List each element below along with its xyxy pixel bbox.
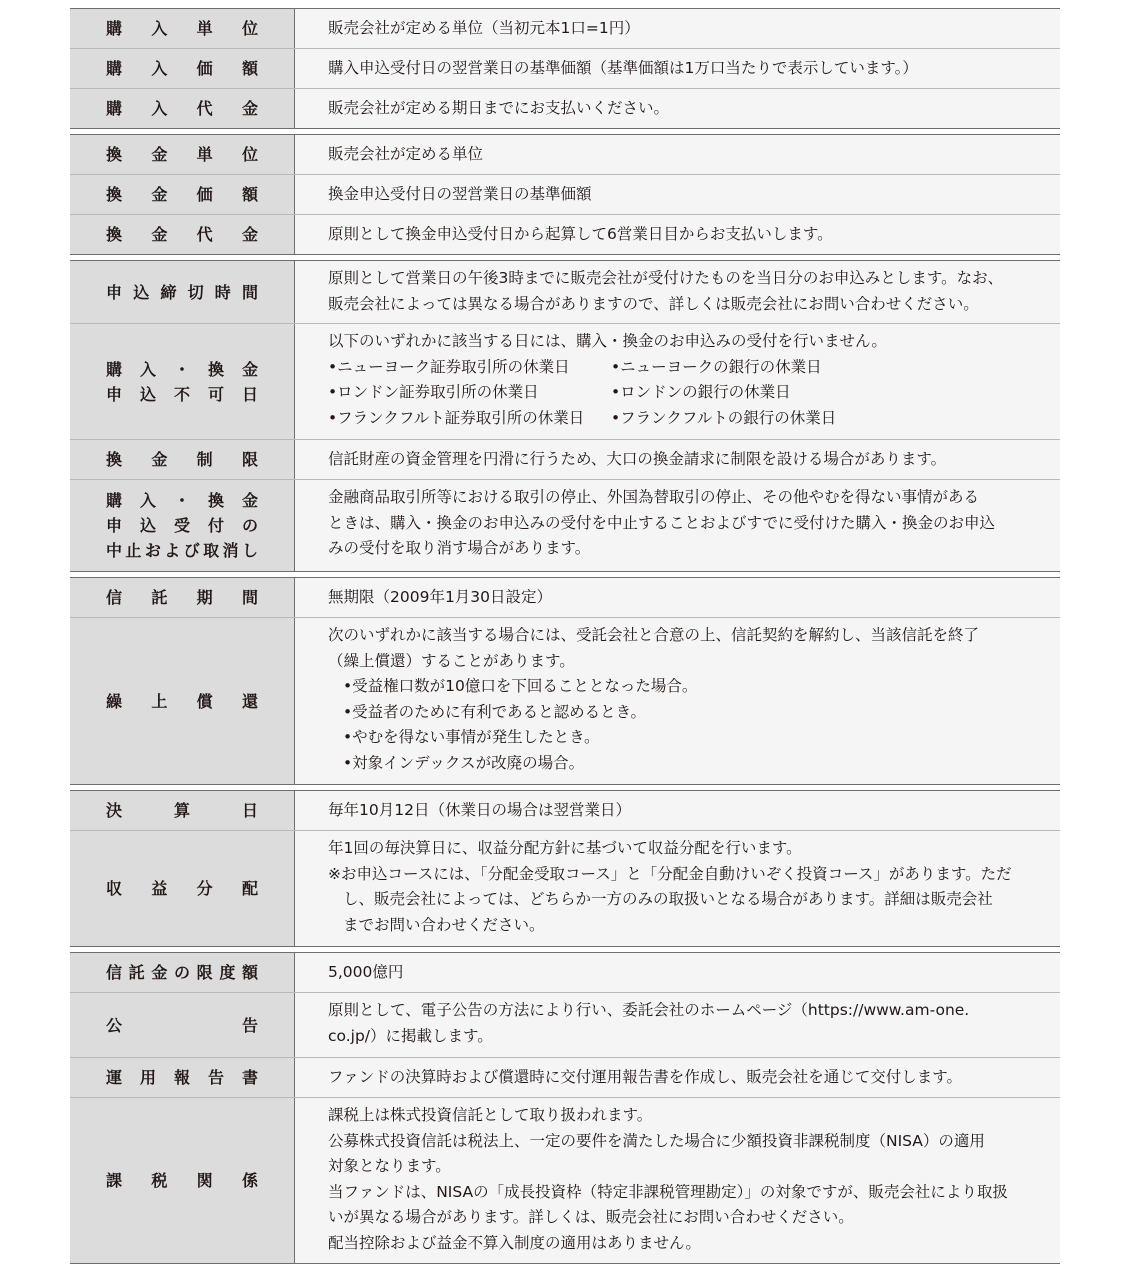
content-text: 信託財産の資金管理を円滑に行うため、大口の換金請求に制限を設ける場合があります。 bbox=[328, 450, 947, 468]
table-row bbox=[70, 215, 1060, 254]
row-label bbox=[70, 578, 295, 617]
row-label bbox=[70, 791, 295, 830]
row-label bbox=[70, 9, 295, 48]
table-row bbox=[70, 135, 1060, 175]
label-text: 中止および取消し bbox=[106, 541, 258, 560]
content-text: ファンドの決算時および償還時に交付運用報告書を作成し、販売会社を通じて交付します。 bbox=[328, 1068, 962, 1086]
content-text: 換金申込受付日の翌営業日の基準価額 bbox=[328, 185, 592, 203]
row-content bbox=[295, 440, 1060, 479]
application-section bbox=[70, 260, 1060, 572]
row-label bbox=[70, 993, 295, 1057]
redemption-section bbox=[70, 134, 1060, 255]
content-text: 以下のいずれかに該当する日には、購入・換金のお申込みの受付を行いません。 bbox=[328, 332, 887, 350]
label-text: 換 金 制 限 bbox=[106, 450, 258, 469]
list-item: •ニューヨーク証券取引所の休業日 bbox=[328, 357, 570, 376]
label-text: 購 入 単 位 bbox=[106, 19, 258, 38]
label-text: 換 金 単 位 bbox=[106, 145, 258, 164]
content-text: 課税上は株式投資信託として取り扱われます。 bbox=[328, 1106, 653, 1124]
content-text: 公募株式投資信託は税法上、一定の要件を満たした場合に少額投資非課税制度（NISA）の適用 bbox=[328, 1131, 985, 1150]
row-content bbox=[295, 175, 1060, 214]
table-row bbox=[70, 324, 1060, 440]
general-section bbox=[70, 952, 1060, 1264]
row-content bbox=[295, 261, 1060, 323]
content-text: co.jp/）に掲載します。 bbox=[328, 1026, 493, 1045]
label-text: 申込締切時間 bbox=[106, 282, 258, 302]
content-text: 対象となります。 bbox=[328, 1157, 451, 1175]
content-text: 販売会社によっては異なる場合がありますので、詳しくは販売会社にお問い合わせください。 bbox=[328, 294, 979, 313]
row-content bbox=[295, 49, 1060, 88]
content-text: 年1回の毎決算日に、収益分配方針に基づいて収益分配を行います。 bbox=[328, 839, 802, 857]
label-text: 課 税 関 係 bbox=[106, 1171, 258, 1190]
row-content bbox=[295, 953, 1060, 992]
table-row bbox=[70, 9, 1060, 49]
label-text: 繰 上 償 還 bbox=[106, 691, 258, 711]
trust-term-section bbox=[70, 577, 1060, 785]
purchase-section bbox=[70, 8, 1060, 129]
row-content bbox=[295, 993, 1060, 1057]
content-text: 5,000億円 bbox=[328, 963, 404, 981]
row-content bbox=[295, 480, 1060, 571]
content-text: 毎年10月12日（休業日の場合は翌営業日） bbox=[328, 801, 631, 819]
row-label bbox=[70, 440, 295, 479]
content-text: し、販売会社によっては、どちらか一方のみの取扱いとなる場合があります。詳細は販売会社 bbox=[343, 890, 993, 908]
table-row bbox=[70, 791, 1060, 831]
holiday-pair bbox=[328, 406, 1040, 432]
table-row bbox=[70, 49, 1060, 89]
row-label bbox=[70, 135, 295, 174]
table-row bbox=[70, 831, 1060, 946]
table-row bbox=[70, 480, 1060, 571]
row-content bbox=[295, 578, 1060, 617]
row-label bbox=[70, 324, 295, 439]
label-text: 収 益 分 配 bbox=[106, 879, 258, 898]
label-text: 運用報告書 bbox=[106, 1068, 258, 1087]
row-label bbox=[70, 618, 295, 784]
content-text: 次のいずれかに該当する場合には、受託会社と合意の上、信託契約を解約し、当該信託を終了 bbox=[328, 626, 980, 644]
row-content bbox=[295, 89, 1060, 128]
holiday-pair bbox=[328, 355, 1040, 381]
list-item: •受益権口数が10億口を下回ることとなった場合。 bbox=[343, 677, 698, 695]
content-text: （繰上償還）することがあります。 bbox=[328, 651, 575, 670]
table-row bbox=[70, 175, 1060, 215]
table-row bbox=[70, 618, 1060, 784]
label-text: 公 告 bbox=[106, 1015, 258, 1035]
holiday-pair bbox=[328, 380, 1040, 406]
content-text: 販売会社が定める期日までにお支払いください。 bbox=[328, 99, 670, 117]
row-label bbox=[70, 89, 295, 128]
settlement-section bbox=[70, 790, 1060, 947]
label-text: 購 入 代 金 bbox=[106, 99, 258, 118]
label-text: 決 算 日 bbox=[106, 801, 258, 820]
label-text: 購 入 価 額 bbox=[106, 59, 258, 78]
table-row bbox=[70, 440, 1060, 480]
content-text: ※お申込コースには、「分配金受取コース」と「分配金自動けいぞく投資コース」があります。ただ bbox=[328, 864, 1012, 883]
row-label bbox=[70, 175, 295, 214]
label-text: 申込不可日 bbox=[106, 384, 258, 404]
content-text: 原則として営業日の午後3時までに販売会社が受付けたものを当日分のお申込みとします。なお、 bbox=[328, 269, 1004, 287]
row-label bbox=[70, 953, 295, 992]
row-content bbox=[295, 791, 1060, 830]
list-item: •ロンドン証券取引所の休業日 bbox=[328, 383, 539, 401]
content-text: 無期限（2009年1月30日設定） bbox=[328, 588, 553, 606]
row-content bbox=[295, 1098, 1060, 1263]
content-text: 購入申込受付日の翌営業日の基準価額（基準価額は1万口当たりで表示しています。） bbox=[328, 59, 918, 77]
row-content bbox=[295, 324, 1060, 439]
list-item: •対象インデックスが改廃の場合。 bbox=[343, 753, 585, 772]
table-row bbox=[70, 953, 1060, 993]
row-label bbox=[70, 261, 295, 323]
row-label bbox=[70, 1058, 295, 1097]
content-text: 金融商品取引所等における取引の停止、外国為替取引の停止、その他やむを得ない事情がある bbox=[328, 488, 980, 506]
row-content bbox=[295, 831, 1060, 946]
label-text: 信託金の限度額 bbox=[106, 963, 258, 982]
label-text: 信 託 期 間 bbox=[106, 588, 258, 607]
content-text: 販売会社が定める単位（当初元本1口=1円） bbox=[328, 19, 640, 37]
row-label bbox=[70, 215, 295, 254]
row-content bbox=[295, 618, 1060, 784]
content-text: いが異なる場合があります。詳しくは、販売会社にお問い合わせください。 bbox=[328, 1208, 854, 1226]
content-text: までお問い合わせください。 bbox=[343, 915, 545, 934]
table-row bbox=[70, 578, 1060, 618]
label-text: 購入・換金 bbox=[106, 359, 258, 379]
list-item: •フランクフルトの銀行の休業日 bbox=[611, 408, 837, 427]
label-text: 換 金 代 金 bbox=[106, 225, 258, 244]
label-text: 換 金 価 額 bbox=[106, 185, 258, 204]
row-content bbox=[295, 9, 1060, 48]
table-row bbox=[70, 89, 1060, 128]
list-item: •フランクフルト証券取引所の休業日 bbox=[328, 408, 585, 427]
table-row bbox=[70, 1058, 1060, 1098]
list-item: •ロンドンの銀行の休業日 bbox=[611, 383, 791, 401]
table-row bbox=[70, 1098, 1060, 1263]
label-text: 申込受付の bbox=[106, 516, 258, 535]
content-text: 配当控除および益金不算入制度の適用はありません。 bbox=[328, 1233, 701, 1252]
table-row bbox=[70, 261, 1060, 324]
list-item: •ニューヨークの銀行の休業日 bbox=[611, 357, 822, 376]
content-text: 当ファンドは、NISAの「成長投資枠（特定非課税管理勘定）」の対象ですが、販売会社により取扱 bbox=[328, 1182, 1008, 1201]
label-text: 購入・換金 bbox=[106, 491, 258, 510]
content-text: みの受付を取り消す場合があります。 bbox=[328, 539, 591, 557]
table-row bbox=[70, 993, 1060, 1058]
row-label bbox=[70, 49, 295, 88]
row-content bbox=[295, 1058, 1060, 1097]
row-label bbox=[70, 480, 295, 571]
row-label bbox=[70, 1098, 295, 1263]
row-label bbox=[70, 831, 295, 946]
content-text: 原則として換金申込受付日から起算して6営業日目からお支払いします。 bbox=[328, 225, 833, 243]
list-item: •受益者のために有利であると認めるとき。 bbox=[343, 702, 647, 721]
content-text: 販売会社が定める単位 bbox=[328, 145, 484, 163]
row-content bbox=[295, 215, 1060, 254]
row-content bbox=[295, 135, 1060, 174]
content-text: 原則として、電子公告の方法により行い、委託会社のホームページ（https://www.am-one. bbox=[328, 1001, 970, 1019]
fund-procedures-table bbox=[70, 8, 1060, 1264]
content-text: ときは、購入・換金のお申込みの受付を中止することおよびすでに受付けた購入・換金のお申込 bbox=[328, 513, 995, 532]
list-item: •やむを得ない事情が発生したとき。 bbox=[343, 728, 600, 746]
